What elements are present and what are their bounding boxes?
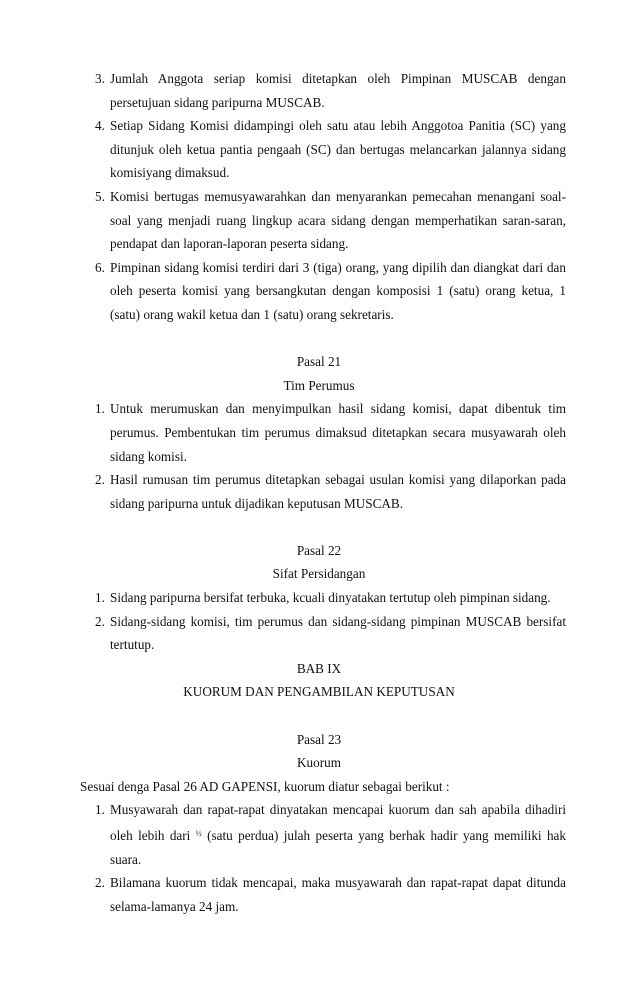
item-text (110, 798, 566, 871)
list-item (0, 185, 638, 256)
item-text: Hasil rumusan tim perumus ditetapkan sebagai usulan komisi yang dilaporkan pada sidang paripurna untuk dijadikan keputusan MUSCAB. (110, 472, 566, 511)
list-tim-perumus (0, 397, 638, 515)
item-number: 1. (95, 401, 105, 417)
item-number: 2. (95, 472, 105, 488)
item-text: Untuk merumuskan dan menyimpulkan hasil sidang komisi, dapat dibentuk tim perumus. Pembentukan tim perumus dimaksud ditetapkan secara musyawarah oleh sidang komisi. (110, 401, 566, 464)
list-item (0, 586, 638, 610)
list-kuorum (0, 798, 638, 918)
pasal-22-title: Pasal 22 (296, 542, 342, 558)
item-number: 1. (95, 590, 105, 606)
item-text: Komisi bertugas memusyawarahkan dan menyarankan pemecahan menangani soal-soal yang menjadi ruang lingkup acara sidang dengan memperhatikan saran-saran, pendapat dan laporan-laporan peserta sidang. (110, 188, 566, 252)
bab-title: BAB IX (296, 660, 342, 676)
item-number: 5. (95, 188, 105, 204)
pasal-23-subtitle: Kuorum (297, 755, 341, 771)
fraction-half: ½ (195, 829, 202, 838)
pasal-22-subtitle: Sifat Persidangan (272, 566, 366, 582)
item-text: Jumlah Anggota seriap komisi ditetapkan oleh Pimpinan MUSCAB dengan persetujuan sidang paripurna MUSCAB. (110, 71, 566, 110)
list-item (0, 256, 638, 327)
list-item (0, 397, 638, 468)
item-text-part: Musyawarah dan rapat-rapat dinyatakan mencapai kuorum dan sah apabila dihadiri oleh lebih dari (110, 802, 566, 843)
item-number: 6. (95, 259, 105, 275)
item-text: Sidang-sidang komisi, tim perumus dan sidang-sidang pimpinan MUSCAB bersifat tertutup. (110, 613, 566, 653)
item-text: Pimpinan sidang komisi terdiri dari 3 (tiga) orang, yang dipilih dan diangkat dari dan oleh peserta komisi yang bersangkutan dengan komposisi 1 (satu) orang ketua, 1 (satu) orang wakil ketua dan 1 (satu) orang sekretaris. (110, 259, 566, 322)
item-text: Setiap Sidang Komisi didampingi oleh satu atau lebih Anggotoa Panitia (SC) yang ditunjuk oleh ketua pantia pengaah (SC) dan bertugas melancarkan jalannya sidang komisiyang dimaksud. (110, 118, 566, 181)
item-number: 2. (95, 613, 105, 629)
list-item (0, 468, 638, 515)
item-number: 2. (95, 875, 105, 891)
list-item (0, 67, 638, 114)
list-item (0, 610, 638, 657)
list-sifat-persidangan (0, 586, 638, 657)
pasal-21-subtitle: Tim Perumus (283, 377, 355, 393)
list-item (0, 798, 638, 871)
list-item (0, 871, 638, 918)
item-number: 4. (95, 118, 105, 134)
bab-subtitle: KUORUM DAN PENGAMBILAN KEPUTUSAN (183, 684, 455, 700)
list-item (0, 114, 638, 185)
item-number: 3. (95, 71, 105, 86)
item-text: Bilamana kuorum tidak mencapai, maka musyawarah dan rapat-rapat dapat ditunda selama-lamanya 24 jam. (110, 875, 566, 914)
list-komisi (0, 67, 638, 327)
pasal-21-title: Pasal 21 (296, 354, 342, 370)
item-text-part: (satu perdua) julah peserta yang berhak hadir yang memiliki hak suara. (110, 828, 566, 867)
pasal-23-intro: Sesuai denga Pasal 26 AD GAPENSI, kuorum diatur sebagai berikut : (80, 778, 450, 794)
item-number: 1. (95, 802, 105, 818)
pasal-23-title: Pasal 23 (296, 731, 342, 747)
item-text: Sidang paripurna bersifat terbuka, kcuali dinyatakan tertutup oleh pimpinan sidang. (110, 590, 551, 606)
